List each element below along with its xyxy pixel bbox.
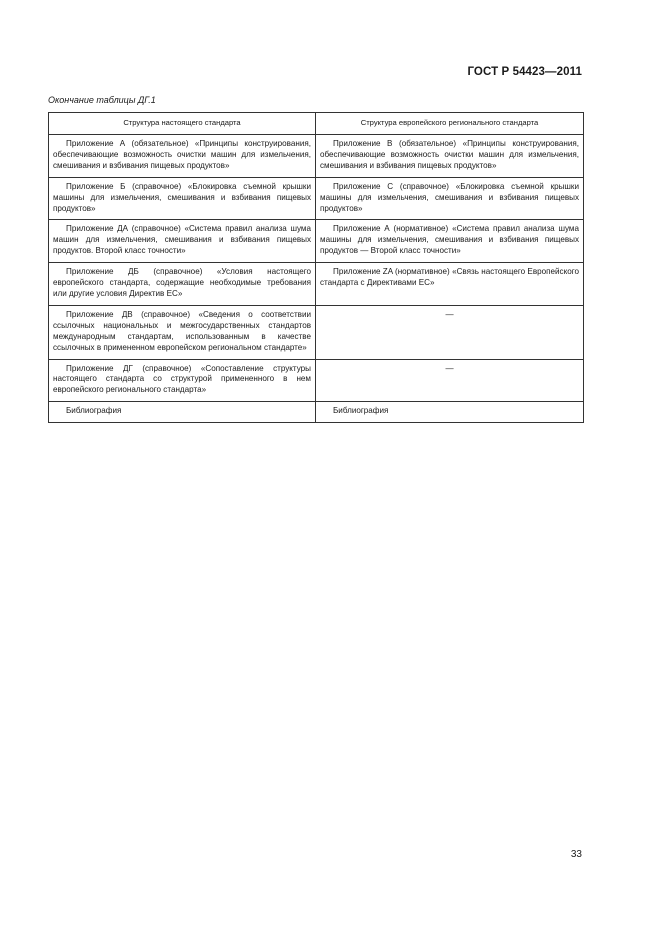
- cell-text: Приложение В (обязательное) «Принципы конструирования, обеспечивающие возможность очистки машин для измельчения, смешивания и взбивания пищевых продуктов»: [320, 139, 579, 170]
- table-cell-european: [316, 220, 584, 263]
- table-row: [49, 220, 584, 263]
- cell-text: —: [445, 309, 454, 319]
- page-number: 33: [570, 849, 582, 860]
- table-cell-national: [49, 402, 316, 423]
- table-cell-national: [49, 177, 316, 220]
- table-cell-national: [49, 220, 316, 263]
- table-row: [49, 263, 584, 306]
- standard-number: ГОСТ Р 54423—2011: [467, 66, 582, 78]
- cell-text: Приложение ДА (справочное) «Система правил анализа шума машин для измельчения, смешивания и взбивания пищевых продуктов. Второй класс точности»: [53, 224, 311, 256]
- cell-text: Приложение А (обязательное) «Принципы конструирования, обеспечивающие возможность очистки машин для измельчения, смешивания и взбивания пищевых продуктов»: [53, 139, 311, 170]
- cell-text: Приложение С (справочное) «Блокировка съемной крышки машины для измельчения, смешивания и взбивания пищевых продуктов»: [320, 181, 579, 213]
- table-cell-european: [316, 305, 584, 359]
- cell-text: Библиография: [333, 406, 389, 416]
- cell-text: Приложение ДВ (справочное) «Сведения о соответствии ссылочных национальных и межгосударственных стандартов международным стандартам, использованным в качестве ссылочных в примененном европейском региональном стандарте»: [53, 309, 311, 352]
- table-cell-national: [49, 359, 316, 402]
- table-cell-european: [316, 263, 584, 306]
- structure-comparison-table: [48, 112, 584, 423]
- table-cell-european: [316, 177, 584, 220]
- column-header-european: Структура европейского регионального стандарта: [316, 113, 584, 135]
- cell-text: Приложение ZA (нормативное) «Связь настоящего Европейского стандарта с Директивами ЕС»: [320, 267, 579, 288]
- cell-text: Приложение Б (справочное) «Блокировка съемной крышки машины для измельчения, смешивания и взбивания пищевых продуктов»: [53, 181, 311, 213]
- table-header-row: [49, 113, 584, 135]
- table-cell-national: [49, 305, 316, 359]
- table-cell-national: [49, 263, 316, 306]
- cell-text: Приложение А (нормативное) «Система правил анализа шума машины для измельчения, смешивания и взбивания пищевых продуктов — Второй класс точности»: [320, 224, 579, 256]
- cell-text: Приложение ДБ (справочное) «Условия настоящего европейского стандарта, содержащие необходимые требования или другие условия Директив ЕС»: [53, 267, 311, 298]
- table-row: [49, 402, 584, 423]
- table-cell-european: [316, 359, 584, 402]
- cell-text: Приложение ДГ (справочное) «Сопоставление структуры настоящего стандарта со структурой примененного в нем европейского регионального стандарта»: [53, 363, 311, 395]
- table-row: [49, 177, 584, 220]
- table-cell-european: [316, 135, 584, 178]
- table-row: [49, 305, 584, 359]
- table-row: [49, 359, 584, 402]
- table-row: [49, 135, 584, 178]
- column-header-national: Структура настоящего стандарта: [49, 113, 316, 135]
- table-caption: Окончание таблицы ДГ.1: [48, 95, 156, 105]
- table-cell-european: [316, 402, 584, 423]
- table-cell-national: [49, 135, 316, 178]
- cell-text: Библиография: [66, 406, 122, 416]
- cell-text: —: [445, 363, 454, 373]
